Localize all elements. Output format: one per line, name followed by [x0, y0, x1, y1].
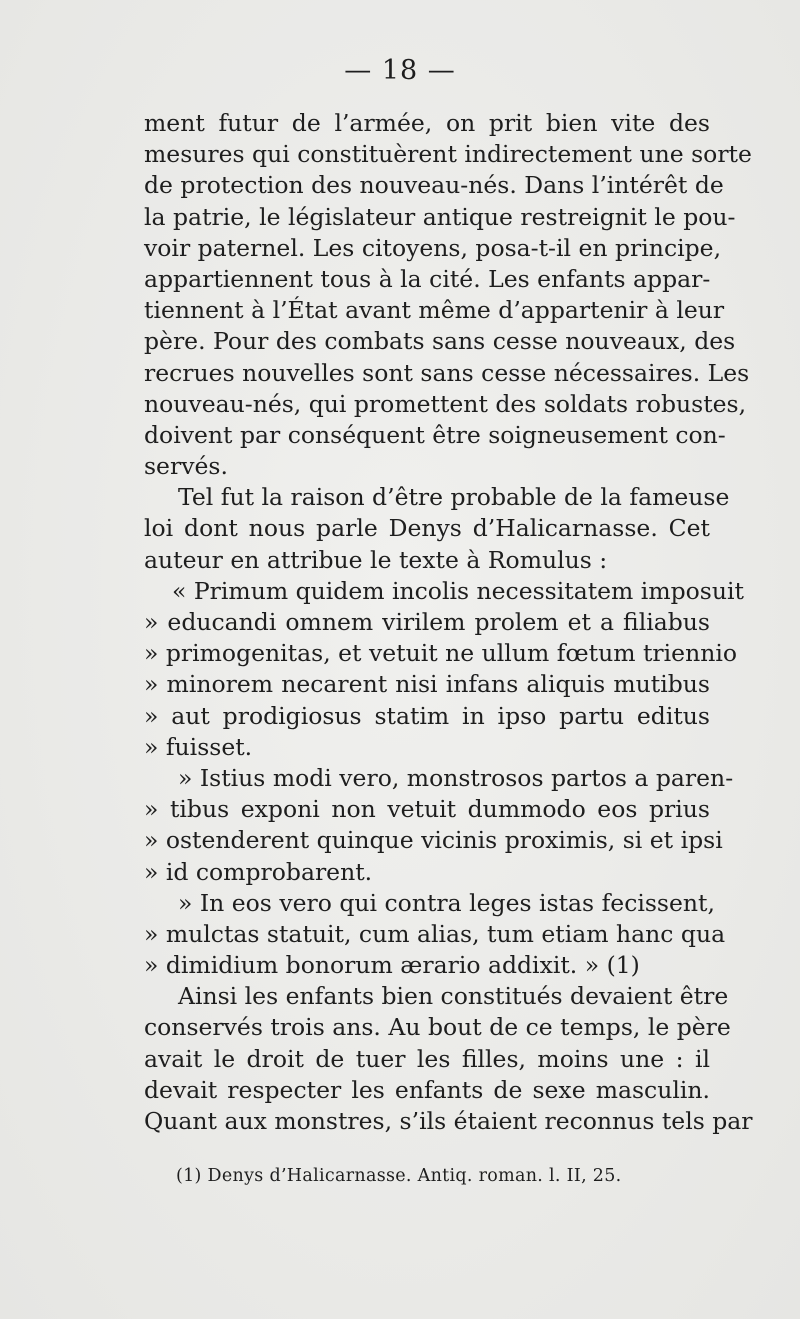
quote-line: » dimidium bonorum ærario addixit. » (1) — [144, 951, 640, 980]
quote-line: » id comprobarent. — [144, 857, 373, 886]
quote-line: » minorem necarent nisi infans aliquis mutibus — [144, 670, 710, 699]
text-line: mesures qui constituèrent indirectement une sorte — [144, 140, 752, 169]
text-line: ment futur de l’armée, on prit bien vite des — [144, 109, 710, 137]
quote-line: » educandi omnem virilem prolem et a filiabus — [144, 608, 710, 636]
quote-line: » Istius modi vero, monstrosos partos a paren- — [178, 763, 734, 792]
quote-line: » fuisset. — [144, 732, 253, 761]
footnote: (1) Denys d’Halicarnasse. Antiq. roman. l. II, 25. — [176, 1166, 622, 1186]
text-line: de protection des nouveau-nés. Dans l’intérêt de — [144, 171, 724, 200]
text-line: nouveau-nés, qui promettent des soldats robustes, — [144, 389, 747, 418]
quote-line: » primogenitas, et vetuit ne ullum fœtum triennio — [144, 639, 738, 668]
text-line: devait respecter les enfants de sexe masculin. — [144, 1075, 710, 1104]
text-line: Quant aux monstres, s’ils étaient reconnus tels par — [144, 1107, 753, 1135]
text-line: loi dont nous parle Denys d’Halicarnasse. Cet — [144, 514, 710, 543]
quote-line: » mulctas statuit, cum alias, tum etiam hanc qua — [144, 919, 726, 948]
text-line: voir paternel. Les citoyens, posa-t-il en principe, — [144, 233, 722, 262]
page-number: — 18 — — [344, 55, 456, 86]
quote-line: » tibus exponi non vetuit dummodo eos prius — [144, 795, 710, 824]
text-line: avait le droit de tuer les filles, moins une : il — [144, 1044, 710, 1073]
text-line: recrues nouvelles sont sans cesse nécessaires. Les — [144, 358, 750, 387]
quote-line: » aut prodigiosus statim in ipso partu editus — [144, 701, 710, 730]
text-line: Tel fut la raison d’être probable de la fameuse — [178, 483, 730, 512]
text-line: auteur en attribue le texte à Romulus : — [144, 545, 608, 574]
text-line: appartiennent tous à la cité. Les enfants appar- — [144, 264, 711, 293]
quote-line: » In eos vero qui contra leges istas fecissent, — [178, 888, 715, 917]
text-line: Ainsi les enfants bien constitués devaient être — [178, 982, 729, 1011]
text-line: tiennent à l’État avant même d’appartenir à leur — [144, 296, 725, 325]
quote-line: « Primum quidem incolis necessitatem imposuit — [172, 576, 744, 605]
quote-line: » ostenderent quinque vicinis proximis, si et ipsi — [144, 826, 723, 855]
text-line: père. Pour des combats sans cesse nouveaux, des — [144, 327, 736, 356]
text-line: la patrie, le législateur antique restreignit le pou- — [144, 202, 736, 231]
text-line: doivent par conséquent être soigneusement con- — [144, 420, 726, 449]
body-text — [144, 108, 753, 1137]
text-line: servés. — [144, 452, 228, 481]
text-line: conservés trois ans. Au bout de ce temps, le père — [144, 1013, 731, 1042]
